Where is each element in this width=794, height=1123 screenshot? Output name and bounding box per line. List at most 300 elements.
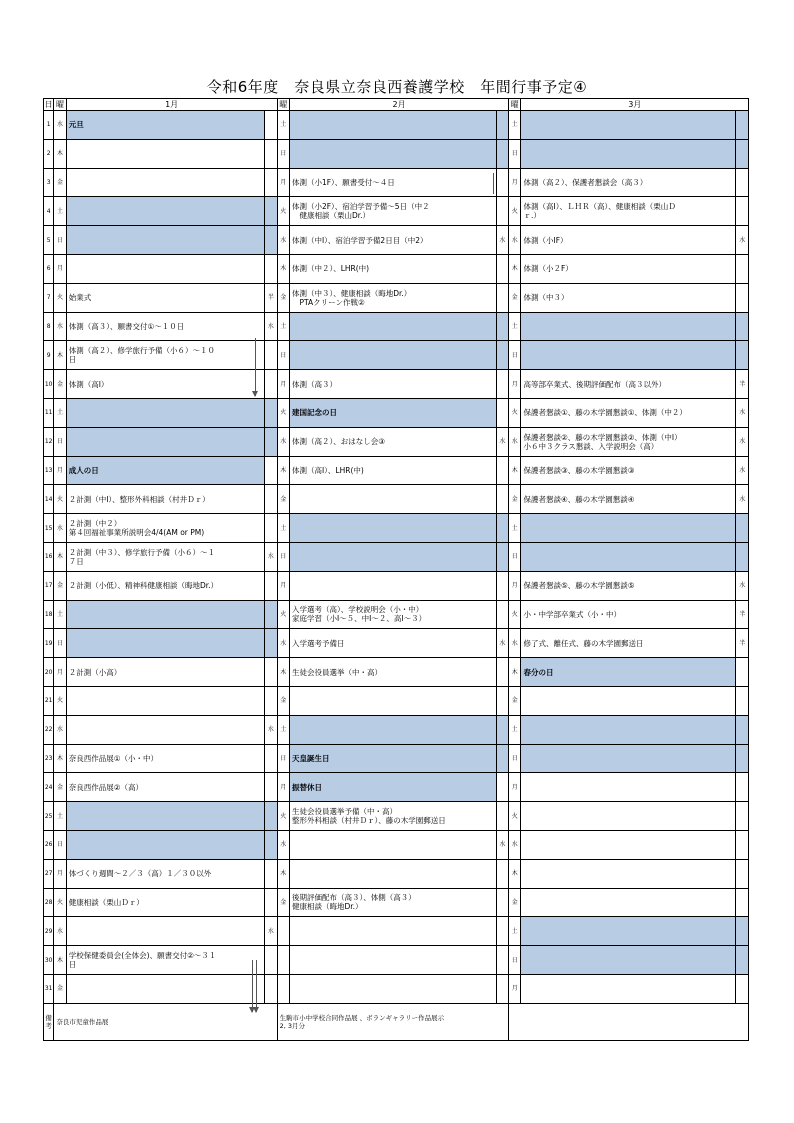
event-m2: 生徒会役員選挙（中・高）	[289, 658, 496, 687]
weekday-m1: 火	[54, 485, 66, 514]
duration-arrow-jan-3	[256, 960, 257, 1012]
notes-label: 備 考	[44, 1003, 54, 1040]
table-row	[44, 773, 749, 802]
event-m2: 体測（小1F）、願書受付～４日	[289, 168, 496, 197]
event-m2	[289, 686, 496, 715]
weekday-m3: 火	[509, 600, 521, 629]
mark-m3: 水	[736, 427, 749, 456]
mark-m3: 半	[736, 370, 749, 399]
weekday-m1: 月	[54, 456, 66, 485]
event-m3	[521, 859, 736, 888]
day-number: 8	[44, 312, 54, 341]
mark-m1	[265, 427, 277, 456]
weekday-m3: 水	[509, 427, 521, 456]
weekday-m2: 水	[277, 629, 289, 658]
mark-m3: 水	[736, 398, 749, 427]
mark-m3	[736, 830, 749, 859]
event-m2: 体測（高Ⅰ）、LHR(中)	[289, 456, 496, 485]
mark-m2	[496, 658, 508, 687]
table-row	[44, 802, 749, 831]
mark-m1: 水	[265, 715, 277, 744]
event-m1: ２計測（中３）、修学旅行予備（小６）～１ ７日	[66, 542, 264, 571]
weekday-m2: 日	[277, 542, 289, 571]
mark-m3	[736, 974, 749, 1003]
event-m1	[66, 715, 264, 744]
header-weekday: 曜	[509, 99, 521, 111]
event-m3	[521, 917, 736, 946]
weekday-m2: 木	[277, 254, 289, 283]
event-m3: 高等部卒業式、後期評価配布（高３以外）	[521, 370, 736, 399]
mark-m1	[265, 686, 277, 715]
weekday-m1: 金	[54, 571, 66, 600]
event-m1	[66, 686, 264, 715]
weekday-m2: 火	[277, 802, 289, 831]
event-m1: 体づくり週間～２／３（高）１／３０以外	[66, 859, 264, 888]
mark-m3	[736, 859, 749, 888]
day-number: 18	[44, 600, 54, 629]
weekday-m2: 日	[277, 139, 289, 168]
mark-m1	[265, 398, 277, 427]
notes-row	[44, 1003, 749, 1040]
weekday-m1: 月	[54, 254, 66, 283]
event-m1	[66, 830, 264, 859]
header-weekday: 曜	[54, 99, 66, 111]
duration-arrow-jan-1	[255, 338, 256, 396]
day-number: 7	[44, 283, 54, 312]
weekday-m2: 木	[277, 456, 289, 485]
event-m3: 体測（中３）	[521, 283, 736, 312]
weekday-m1: 木	[54, 744, 66, 773]
event-m3: 保護者懇談③、藤の木学園懇談③	[521, 456, 736, 485]
event-m2: 後期評価配布（高３）、体側（高３） 健康相談（晦地Dr.）	[289, 888, 496, 917]
day-number: 4	[44, 197, 54, 226]
event-m3	[521, 830, 736, 859]
table-row	[44, 715, 749, 744]
event-m1	[66, 974, 264, 1003]
event-m3	[521, 802, 736, 831]
event-m1: ２計測（中２） 第４回福祉事業所説明会4/4(AM or PM)	[66, 514, 264, 543]
event-m1	[66, 917, 264, 946]
mark-m1	[265, 341, 277, 370]
table-row	[44, 571, 749, 600]
weekday-m2: 日	[277, 744, 289, 773]
weekday-m1: 木	[54, 341, 66, 370]
event-m1	[66, 802, 264, 831]
weekday-m3: 土	[509, 715, 521, 744]
day-number: 30	[44, 946, 54, 975]
mark-m2	[496, 744, 508, 773]
mark-m2	[496, 917, 508, 946]
weekday-m3: 火	[509, 197, 521, 226]
weekday-m2: 月	[277, 773, 289, 802]
weekday-m1: 水	[54, 715, 66, 744]
event-m3	[521, 744, 736, 773]
weekday-m3: 金	[509, 686, 521, 715]
mark-m3	[736, 168, 749, 197]
weekday-m1: 火	[54, 888, 66, 917]
mark-m1	[265, 226, 277, 255]
table-row	[44, 686, 749, 715]
weekday-m2: 土	[277, 312, 289, 341]
mark-m3	[736, 283, 749, 312]
event-m3: 保護者懇談④、藤の木学園懇談④	[521, 485, 736, 514]
weekday-m2: 金	[277, 686, 289, 715]
weekday-m1: 火	[54, 283, 66, 312]
day-number: 2	[44, 139, 54, 168]
weekday-m1: 月	[54, 658, 66, 687]
mark-m1: 水	[265, 917, 277, 946]
table-row	[44, 370, 749, 399]
event-m3: 体測（高２）、保護者懇談会（高３）	[521, 168, 736, 197]
weekday-m1: 月	[54, 859, 66, 888]
event-m2	[289, 514, 496, 543]
weekday-m3: 月	[509, 571, 521, 600]
event-m2	[289, 830, 496, 859]
weekday-m2: 木	[277, 859, 289, 888]
event-m1	[66, 398, 264, 427]
day-number: 1	[44, 111, 54, 140]
event-m3: 保護者懇談①、藤の木学園懇談①、体測（中２）	[521, 398, 736, 427]
event-m1: 健康相談（栗山Ｄｒ）	[66, 888, 264, 917]
event-m3	[521, 312, 736, 341]
mark-m1: 水	[265, 542, 277, 571]
page-title: 令和6年度 奈良県立奈良西養護学校 年間行事予定④	[206, 78, 588, 96]
table-row	[44, 600, 749, 629]
table-row	[44, 888, 749, 917]
weekday-m3: 土	[509, 514, 521, 543]
weekday-m1: 土	[54, 600, 66, 629]
mark-m2	[496, 686, 508, 715]
mark-m3	[736, 197, 749, 226]
table-row	[44, 168, 749, 197]
event-m3	[521, 514, 736, 543]
event-m3	[521, 341, 736, 370]
weekday-m3: 月	[509, 773, 521, 802]
mark-m1	[265, 456, 277, 485]
mark-m2	[496, 888, 508, 917]
header-row	[44, 99, 749, 111]
weekday-m3: 火	[509, 802, 521, 831]
notes-jan: 奈良市児童作品展	[54, 1003, 277, 1040]
mark-m3: 水	[736, 485, 749, 514]
event-m1: ２計測（小高）	[66, 658, 264, 687]
day-number: 10	[44, 370, 54, 399]
weekday-m1: 金	[54, 168, 66, 197]
mark-m1	[265, 859, 277, 888]
day-number: 28	[44, 888, 54, 917]
weekday-m2: 月	[277, 571, 289, 600]
mark-m2	[496, 859, 508, 888]
event-m3	[521, 773, 736, 802]
mark-m3: 半	[736, 629, 749, 658]
event-m2: 入学選考（高）、学校説明会（小・中） 家庭学習（小Ⅰ～５、中Ⅰ～２、高Ⅰ～３）	[289, 600, 496, 629]
event-m3: 春分の日	[521, 658, 736, 687]
mark-m2	[496, 111, 508, 140]
header-weekday: 曜	[277, 99, 289, 111]
mark-m2	[496, 514, 508, 543]
event-m3	[521, 111, 736, 140]
weekday-m2: 木	[277, 658, 289, 687]
weekday-m3: 金	[509, 888, 521, 917]
day-number: 24	[44, 773, 54, 802]
weekday-m1: 日	[54, 226, 66, 255]
event-m1	[66, 629, 264, 658]
weekday-m1: 金	[54, 370, 66, 399]
event-m1: 元旦	[66, 111, 264, 140]
day-number: 14	[44, 485, 54, 514]
duration-arrow-feb	[493, 173, 494, 194]
event-m2	[289, 485, 496, 514]
weekday-m2	[277, 917, 289, 946]
mark-m3: 水	[736, 226, 749, 255]
event-m1	[66, 197, 264, 226]
weekday-m3: 日	[509, 139, 521, 168]
table-row	[44, 859, 749, 888]
mark-m2	[496, 254, 508, 283]
event-m2: 振替休日	[289, 773, 496, 802]
mark-m2	[496, 542, 508, 571]
event-m3	[521, 139, 736, 168]
weekday-m2	[277, 974, 289, 1003]
mark-m3: 半	[736, 600, 749, 629]
day-number: 27	[44, 859, 54, 888]
event-m2	[289, 859, 496, 888]
mark-m1	[265, 888, 277, 917]
table-row	[44, 629, 749, 658]
weekday-m3: 日	[509, 946, 521, 975]
mark-m1	[265, 139, 277, 168]
weekday-m2: 土	[277, 514, 289, 543]
mark-m3	[736, 514, 749, 543]
mark-m3	[736, 917, 749, 946]
mark-m3	[736, 773, 749, 802]
mark-m2	[496, 456, 508, 485]
event-m2	[289, 542, 496, 571]
mark-m2	[496, 168, 508, 197]
weekday-m1: 土	[54, 802, 66, 831]
day-number: 23	[44, 744, 54, 773]
event-m2: 体測（高２）、おはなし会③	[289, 427, 496, 456]
weekday-m2: 土	[277, 111, 289, 140]
mark-m1	[265, 802, 277, 831]
mark-m1	[265, 370, 277, 399]
table-row	[44, 341, 749, 370]
weekday-m3: 土	[509, 917, 521, 946]
weekday-m3: 金	[509, 485, 521, 514]
day-number: 31	[44, 974, 54, 1003]
table-row	[44, 946, 749, 975]
event-m3: 保護者懇談②、藤の木学園懇談②、体測（中Ⅰ） 小６中３クラス懇談、入学説明会（高）	[521, 427, 736, 456]
mark-m1	[265, 830, 277, 859]
mark-m2: 水	[496, 427, 508, 456]
mark-m2	[496, 773, 508, 802]
weekday-m3: 水	[509, 629, 521, 658]
weekday-m1: 木	[54, 542, 66, 571]
mark-m3	[736, 312, 749, 341]
event-m2: 生徒会役員選挙予備（中・高） 整形外科相談（村井Ｄｒ）、藤の木学園郵送日	[289, 802, 496, 831]
weekday-m3: 木	[509, 254, 521, 283]
day-number: 25	[44, 802, 54, 831]
table-row	[44, 658, 749, 687]
mark-m1	[265, 485, 277, 514]
weekday-m1: 木	[54, 139, 66, 168]
weekday-m2: 日	[277, 341, 289, 370]
weekday-m3: 木	[509, 658, 521, 687]
weekday-m1: 水	[54, 514, 66, 543]
weekday-m3: 月	[509, 168, 521, 197]
mark-m2	[496, 370, 508, 399]
event-m2	[289, 111, 496, 140]
day-number: 21	[44, 686, 54, 715]
weekday-m3: 水	[509, 226, 521, 255]
day-number: 16	[44, 542, 54, 571]
mark-m2	[496, 974, 508, 1003]
day-number: 9	[44, 341, 54, 370]
mark-m3	[736, 658, 749, 687]
event-m3: 修了式、離任式、藤の木学園郵送日	[521, 629, 736, 658]
event-m1: 奈良西作品展①（小・中）	[66, 744, 264, 773]
event-m3	[521, 686, 736, 715]
mark-m2	[496, 802, 508, 831]
weekday-m3: 水	[509, 830, 521, 859]
event-m1	[66, 254, 264, 283]
weekday-m1: 金	[54, 773, 66, 802]
table-row	[44, 312, 749, 341]
event-m2: 体測（小2F）、宿泊学習予備～5日（中２ 健康相談（栗山Dr.）	[289, 197, 496, 226]
event-m2: 建国記念の日	[289, 398, 496, 427]
header-day: 日	[44, 100, 53, 109]
event-m1	[66, 226, 264, 255]
event-m1: 奈良西作品展②（高）	[66, 773, 264, 802]
day-number: 19	[44, 629, 54, 658]
weekday-m1: 水	[54, 111, 66, 140]
weekday-m2: 火	[277, 600, 289, 629]
weekday-m1: 土	[54, 197, 66, 226]
event-m2: 入学選考予備日	[289, 629, 496, 658]
event-m2: 体測（中Ⅰ）、宿泊学習予備2日目（中2）	[289, 226, 496, 255]
mark-m2	[496, 715, 508, 744]
mark-m2	[496, 312, 508, 341]
table-row	[44, 974, 749, 1003]
table-row	[44, 542, 749, 571]
weekday-m1: 金	[54, 974, 66, 1003]
event-m1	[66, 600, 264, 629]
mark-m1	[265, 254, 277, 283]
weekday-m3: 木	[509, 859, 521, 888]
day-number: 11	[44, 398, 54, 427]
event-m3: 小・中学部卒業式（小・中）	[521, 600, 736, 629]
weekday-m2: 水	[277, 226, 289, 255]
weekday-m1: 火	[54, 686, 66, 715]
weekday-m3: 木	[509, 456, 521, 485]
notes-feb: 生駒市小中学校合同作品展 、ボランギャラリー作品展示 2, 3月分	[277, 1003, 509, 1040]
mark-m3	[736, 341, 749, 370]
mark-m2	[496, 341, 508, 370]
mark-m1	[265, 111, 277, 140]
weekday-m1: 日	[54, 427, 66, 456]
mark-m3	[736, 254, 749, 283]
event-m2: 体測（中２）、LHR(中)	[289, 254, 496, 283]
mark-m3	[736, 744, 749, 773]
event-m3	[521, 542, 736, 571]
weekday-m2: 月	[277, 370, 289, 399]
table-row	[44, 917, 749, 946]
weekday-m2: 火	[277, 398, 289, 427]
mark-m1	[265, 571, 277, 600]
event-m2	[289, 917, 496, 946]
event-m2	[289, 571, 496, 600]
mark-m1: 半	[265, 283, 277, 312]
mark-m3	[736, 888, 749, 917]
event-m1: ２計測（中Ⅰ）、整形外科相談（村井Ｄｒ）	[66, 485, 264, 514]
weekday-m3: 月	[509, 974, 521, 1003]
event-m3	[521, 888, 736, 917]
table-row	[44, 197, 749, 226]
mark-m3	[736, 946, 749, 975]
table-row	[44, 427, 749, 456]
weekday-m1: 水	[54, 917, 66, 946]
mark-m2	[496, 571, 508, 600]
header-february: 2月	[289, 99, 508, 111]
event-m3: 体測（小２F）	[521, 254, 736, 283]
weekday-m3: 土	[509, 111, 521, 140]
mark-m2	[496, 600, 508, 629]
weekday-m2: 火	[277, 197, 289, 226]
event-m2: 体測（高３）	[289, 370, 496, 399]
weekday-m2: 水	[277, 427, 289, 456]
event-m1	[66, 168, 264, 197]
weekday-m3: 日	[509, 341, 521, 370]
weekday-m2: 金	[277, 888, 289, 917]
mark-m3	[736, 542, 749, 571]
weekday-m1: 日	[54, 629, 66, 658]
event-m3: 体測（小ⅠF）	[521, 226, 736, 255]
mark-m3	[736, 139, 749, 168]
table-row	[44, 139, 749, 168]
mark-m1	[265, 744, 277, 773]
mark-m1	[265, 197, 277, 226]
day-number: 26	[44, 830, 54, 859]
table-row	[44, 456, 749, 485]
event-m2	[289, 946, 496, 975]
mark-m2	[496, 139, 508, 168]
table-row	[44, 830, 749, 859]
header-march: 3月	[521, 99, 749, 111]
mark-m2	[496, 485, 508, 514]
header-january: 1月	[66, 99, 277, 111]
mark-m2	[496, 946, 508, 975]
table-row	[44, 254, 749, 283]
day-number: 12	[44, 427, 54, 456]
event-m3	[521, 946, 736, 975]
table-row	[44, 398, 749, 427]
day-number: 22	[44, 715, 54, 744]
event-m2: 体測（中３）、健康相談（晦地Dr.） PTAクリーン作戦②	[289, 283, 496, 312]
event-m1: 体測（高Ⅰ）	[66, 370, 264, 399]
day-number: 5	[44, 226, 54, 255]
mark-m3	[736, 802, 749, 831]
day-number: 20	[44, 658, 54, 687]
mark-m1	[265, 658, 277, 687]
mark-m1	[265, 168, 277, 197]
event-m1	[66, 427, 264, 456]
event-m1: 始業式	[66, 283, 264, 312]
event-m3	[521, 715, 736, 744]
mark-m2: 水	[496, 629, 508, 658]
duration-arrow-jan-2	[252, 960, 253, 1012]
schedule-table	[43, 98, 749, 1041]
day-number: 6	[44, 254, 54, 283]
